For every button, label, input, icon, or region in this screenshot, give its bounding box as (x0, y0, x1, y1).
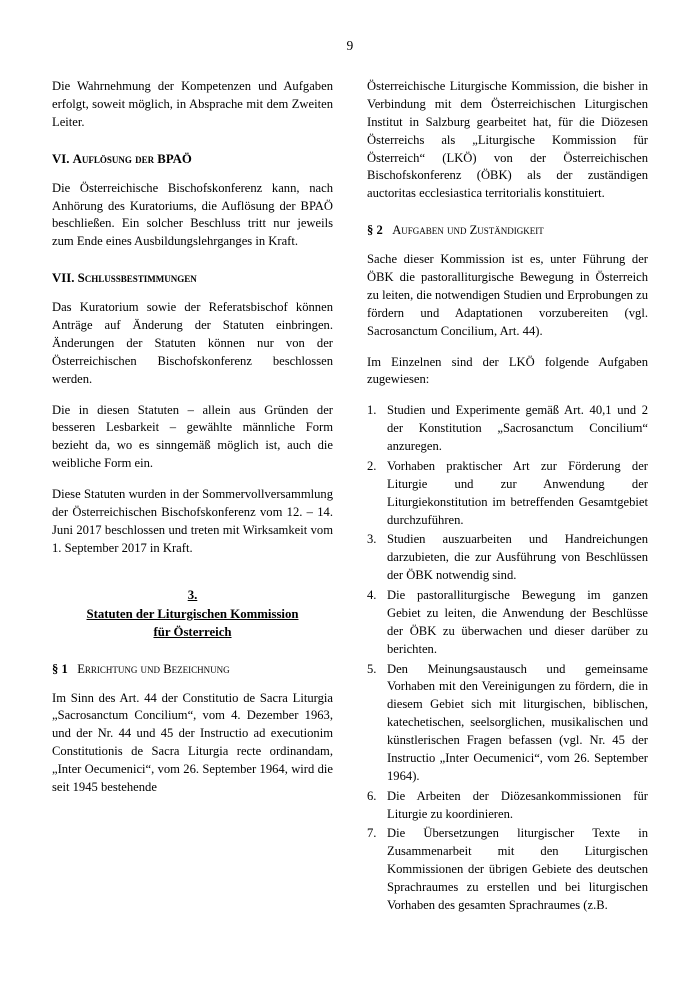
list-item-marker: 3. (367, 532, 377, 547)
list-item-marker: 4. (367, 588, 377, 602)
list-item-marker: 5. (367, 661, 377, 676)
section-1-symbol: § 1 (52, 661, 68, 676)
section-1-heading (52, 662, 333, 677)
list-item-text: Die pastoralliturgische Bewegung im ganzen Gebiet zu leiten, die Anwendung der Beschlüsse der ÖBK zu überwachen und dieser darüber zu berichten. (387, 588, 648, 656)
paragraph-beschluss-sommervollversammlung: Diese Statuten wurden in der Sommervollversammlung der Österreichischen Bischofskonferenz vom 12. – 14. Juni 2017 beschlossen und treten mit Wirksamkeit vom 1. September 2017 in Kraft. (52, 487, 333, 555)
list-item (367, 402, 648, 456)
tasks-list (367, 402, 648, 915)
title-line-2: für Österreich (153, 625, 232, 640)
section-1-title: Errichtung und Bezeichnung (77, 661, 230, 676)
list-item (367, 531, 648, 585)
page-number: 9 (346, 38, 354, 53)
section-2-symbol: § 2 (367, 223, 383, 238)
left-column (52, 78, 333, 810)
title-line-1: Statuten der Liturgischen Kommission (86, 606, 299, 621)
title-number: 3. (187, 587, 198, 602)
paragraph-aufloesung: Die Österreichische Bischofskonferenz kann, nach Anhörung des Kuratoriums, die Auflösung der BPAÖ beschließen. Ein solcher Beschluss tritt nur jeweils zum Ende eines Ausbildungslehrganges in Kraft. (52, 180, 333, 249)
list-item-marker: 1. (367, 403, 377, 418)
paragraph-maennliche-form: Die in diesen Statuten – allein aus Gründen der besseren Lesbarkeit – gewählte männliche Form bezieht da, wo es sinngemäß möglich ist, auch die weibliche Form ein. (52, 402, 333, 471)
right-column (367, 78, 648, 917)
two-column-layout (52, 78, 648, 917)
paragraph-aufgaben-intro: Im Einzelnen sind der LKÖ folgende Aufgaben zugewiesen: (367, 354, 648, 387)
list-item (367, 587, 648, 659)
document-title-block (52, 588, 333, 642)
section-2-heading (367, 223, 648, 238)
list-item (367, 825, 648, 914)
list-item-marker: 7. (367, 826, 377, 841)
list-item (367, 661, 648, 786)
list-item-text: Studien auszuarbeiten und Handreichungen darzubieten, die zur Ausführung von Beschlüssen der ÖBK notwendig sind. (387, 532, 648, 583)
list-item-text: Die Übersetzungen liturgischer Texte in Zusammenarbeit mit den Liturgischen Kommissionen der übrigen Gebiete des deutschen Sprachraumes zu erstellen und bei liturgischen Vorhaben des gesamten Sprachraumes (z.B. (387, 826, 648, 912)
list-item-marker: 6. (367, 788, 377, 803)
list-item-text: Studien und Experimente gemäß Art. 40,1 und 2 der Konstitution „Sacrosanctum Concilium“ anzuregen. (387, 403, 648, 453)
list-item-text: Den Meinungsaustausch und gemeinsame Vorhaben mit den Vereinigungen zu fördern, die in diesem Gebiet sich mit liturgischen, biblischen, katechetischen, seelsorglichen, musikalischen und künstlerischen Fragen befassen (vgl. Nr. 45 der Instructio „Inter Oecumenici“, vom 26. September 1964). (387, 661, 648, 783)
list-item-marker: 2. (367, 458, 377, 473)
heading-vii-title: Schlussbestimmungen (77, 271, 197, 286)
paragraph-kuratorium-antraege: Das Kuratorium sowie der Referatsbischof können Anträge auf Änderung der Statuten einbringen. Änderungen der Statuten können nur von der Österreichischen Bischofskonferenz beschlossen werden. (52, 300, 333, 386)
paragraph-errichtung: Im Sinn des Art. 44 der Constitutio de Sacra Liturgia „Sacrosanctum Concilium“, vom 4. Dezember 1963, und der Nr. 44 und 45 der Instructio ad executionim Constitutionis de Sacra Liturgia recte ordinandam, „Inter Oecumenici“, vom 26. September 1964, wird die seit 1945 bestehende (52, 690, 333, 794)
paragraph-kompetenzen: Die Wahrnehmung der Kompetenzen und Aufgaben erfolgt, soweit möglich, in Absprache mit dem Zweiten Leiter. (52, 79, 333, 129)
heading-vi-aufloesung (52, 152, 333, 167)
list-item (367, 788, 648, 824)
heading-vi-title: Auflösung der (72, 151, 158, 166)
paragraph-liturgische-kommission: Österreichische Liturgische Kommission, die bisher in Verbindung mit dem Österreichischen Liturgischen Institut in Salzburg gearbeitet hat, für die Diözesen Österreichs als „Liturgische Kommission für Österreich“ (LKÖ) von der Österreichischen Bischofskonferenz (ÖBK) als der zuständigen auctoritas ecclesiastica territorialis konstituiert. (367, 79, 648, 201)
paragraph-sache-der-kommission: Sache dieser Kommission ist es, unter Führung der ÖBK die pastoralliturgische Bewegung in Österreich zu leiten, die notwendigen Studien und Erprobungen zu fördern und Adaptationen vorzubereiten (vgl. Sacrosanctum Concilium, Art. 44). (367, 252, 648, 338)
list-item-text: Die Arbeiten der Diözesankommissionen für Liturgie zu koordinieren. (387, 788, 648, 821)
heading-vi-number: VI. (52, 151, 73, 166)
heading-vi-acronym: BPAÖ (157, 151, 192, 166)
list-item (367, 458, 648, 530)
section-2-title: Aufgaben und Zuständigkeit (392, 223, 544, 238)
heading-vii-number: VII. (52, 271, 78, 286)
heading-vii-schlussbestimmungen (52, 271, 333, 286)
list-item-text: Vorhaben praktischer Art zur Förderung der Liturgie und zur Anwendung der Liturgiekonstitution im betreffenden Gesamtgebiet durchzuführen. (387, 458, 648, 527)
